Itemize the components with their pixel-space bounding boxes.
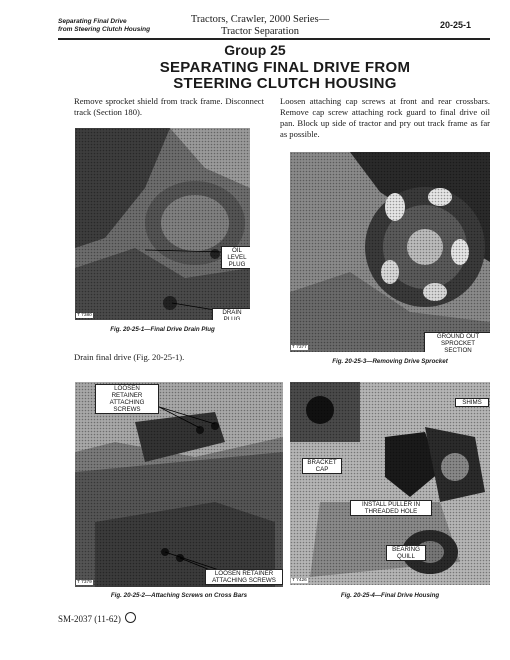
- book-title: [150, 14, 370, 38]
- callout-drain-plug: DRAIN PLUG: [212, 308, 250, 320]
- figure-4-caption: Fig. 20-25-4—Final Drive Housing: [340, 592, 440, 599]
- section-title-line-1: SEPARATING FINAL DRIVE FROM: [159, 59, 411, 76]
- callout-loosen-retainer-screws-top: LOOSEN RETAINER ATTACHING SCREWS: [95, 384, 159, 414]
- figure-1-tag: T 7380: [77, 313, 92, 318]
- group-title: Group 25: [224, 42, 286, 58]
- footer: [58, 612, 136, 624]
- running-head-line-1: Separating Final Drive: [58, 18, 127, 25]
- header-rule: [58, 38, 490, 40]
- section-title-line-2: STEERING CLUTCH HOUSING: [173, 75, 397, 92]
- callout-oil-level-plug: OIL LEVEL PLUG: [221, 246, 250, 269]
- figure-4-tag: T 7426: [292, 578, 307, 583]
- footer-code: SM-2037 (11-62): [58, 614, 121, 624]
- running-head-line-2: from Steering Clutch Housing: [58, 26, 151, 33]
- section-title: [120, 60, 450, 92]
- callout-install-puller: INSTALL PULLER IN THREADED HOLE: [350, 500, 432, 516]
- figure-4-photo: [290, 382, 490, 585]
- final-drive-drain-plug-photo: [75, 128, 250, 320]
- callout-shims: SHIMS: [455, 398, 489, 407]
- callout-bearing-quill: BEARING QUILL: [386, 545, 426, 561]
- book-title-line-1: Tractors, Crawler, 2000 Series—: [190, 14, 330, 25]
- paragraph-drain: Drain final drive (Fig. 20-25-1).: [74, 352, 185, 362]
- figure-2-caption: Fig. 20-25-2—Attaching Screws on Cross Bars: [110, 592, 248, 599]
- figure-2-photo: [75, 382, 283, 587]
- figure-2-tag: T 7379: [77, 580, 92, 585]
- union-label-icon: [125, 612, 136, 623]
- figure-3-tag: T 7377: [292, 345, 307, 350]
- paragraph-left-intro: Remove sprocket shield from track frame. Disconnect track (Section 180).: [74, 96, 264, 117]
- callout-bracket-cap: BRACKET CAP: [302, 458, 342, 474]
- page-reference: 20-25-1: [440, 20, 472, 30]
- figure-1-caption: Fig. 20-25-1—Final Drive Drain Plug: [110, 326, 215, 333]
- drive-sprocket-photo: [290, 152, 490, 352]
- callout-ground-out-sprocket-section: GROUND OUT SPROCKET SECTION: [424, 332, 490, 352]
- figure-3-caption: Fig. 20-25-3—Removing Drive Sprocket: [332, 358, 448, 365]
- paragraph-right-intro: Loosen attaching cap screws at front and rear crossbars. Remove cap screw attaching rock guard to final drive oil pan. Block up side of tractor and pry out track frame as far as possible.: [280, 96, 490, 139]
- running-head: [58, 18, 150, 34]
- figure-3-photo: [290, 152, 490, 352]
- book-title-line-2: Tractor Separation: [220, 26, 300, 37]
- figure-1-photo: [75, 128, 250, 320]
- callout-loosen-retainer-screws-bottom: LOOSEN RETAINER ATTACHING SCREWS: [205, 569, 283, 585]
